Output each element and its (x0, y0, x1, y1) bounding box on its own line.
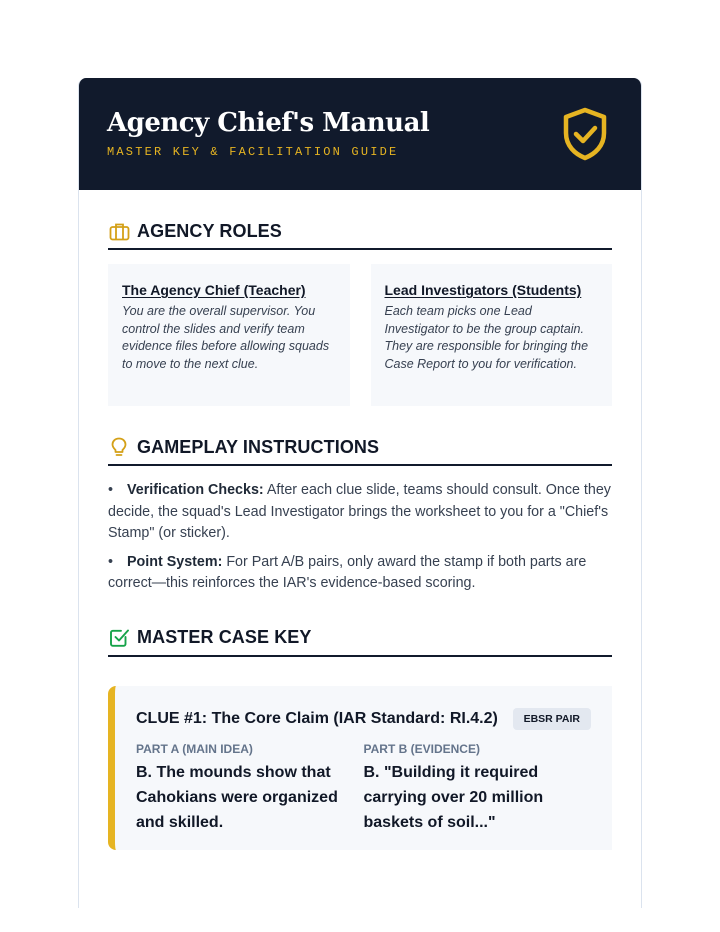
role-title: The Agency Chief (Teacher) (122, 282, 306, 298)
page-subtitle: MASTER KEY & FACILITATION GUIDE (107, 145, 399, 159)
section-title-key: MASTER CASE KEY (137, 627, 312, 647)
role-description: You are the overall supervisor. You control the slides and verify team evidence files before allowing squads to move to the next clue. (122, 304, 330, 372)
checkbox-icon (108, 627, 130, 649)
section-title-roles: AGENCY ROLES (137, 220, 282, 241)
list-item-label: Verification Checks: (127, 482, 264, 498)
role-card-students (371, 264, 613, 406)
briefcase-icon (108, 220, 130, 242)
manual-card (78, 78, 642, 908)
role-title: Lead Investigators (Students) (384, 282, 582, 298)
list-item-text: For Part A/B pairs, only award the stamp if both parts are correct—this reinforces the IAR's evidence-based scoring. (108, 553, 587, 591)
part-b (364, 742, 592, 835)
role-card-teacher (108, 264, 350, 406)
section-title-gameplay: GAMEPLAY INSTRUCTIONS (137, 436, 380, 457)
part-a (136, 742, 364, 835)
section-header-key (108, 621, 612, 657)
section-header-roles (108, 214, 612, 250)
instruction-list (108, 480, 612, 595)
lightbulb-icon (108, 436, 130, 458)
part-b-label: PART B (EVIDENCE) (363, 741, 480, 756)
section-header-gameplay (108, 430, 612, 466)
role-description: Each team picks one Lead Investigator to be the group captain. They are responsible for bringing the Case Report to you for verification. (384, 304, 589, 372)
clue-card (108, 686, 612, 850)
list-item: • Point System: For Part A/B pairs, only award the stamp if both parts are correct—this reinforces the IAR's evidence-based scoring. (108, 553, 587, 591)
part-a-label: PART A (MAIN IDEA) (136, 741, 253, 756)
header-banner (79, 78, 641, 190)
list-item-label: Point System: (127, 553, 223, 570)
part-b-answer: B. "Building it required carrying over 20 million baskets of soil..." (363, 763, 544, 831)
pair-badge: EBSR PAIR (513, 708, 591, 730)
clue-title: CLUE #1: The Core Claim (IAR Standard: RI.4.2) (136, 709, 498, 727)
list-item: • Verification Checks: After each clue slide, teams should consult. Once they decide, the squad's Lead Investigator brings the worksheet to you for a "Chief's Stamp" (or sticker). (108, 482, 611, 541)
part-a-answer: B. The mounds show that Cahokians were organized and skilled. (136, 763, 338, 831)
list-item-text: After each clue slide, teams should consult. Once they decide, the squad's Lead Investigator brings the worksheet to you for a "Chief's Stamp" (or sticker). (108, 482, 611, 541)
shield-check-icon (562, 107, 608, 161)
page-title: Agency Chief's Manual (107, 108, 430, 138)
roles-grid (108, 264, 612, 406)
